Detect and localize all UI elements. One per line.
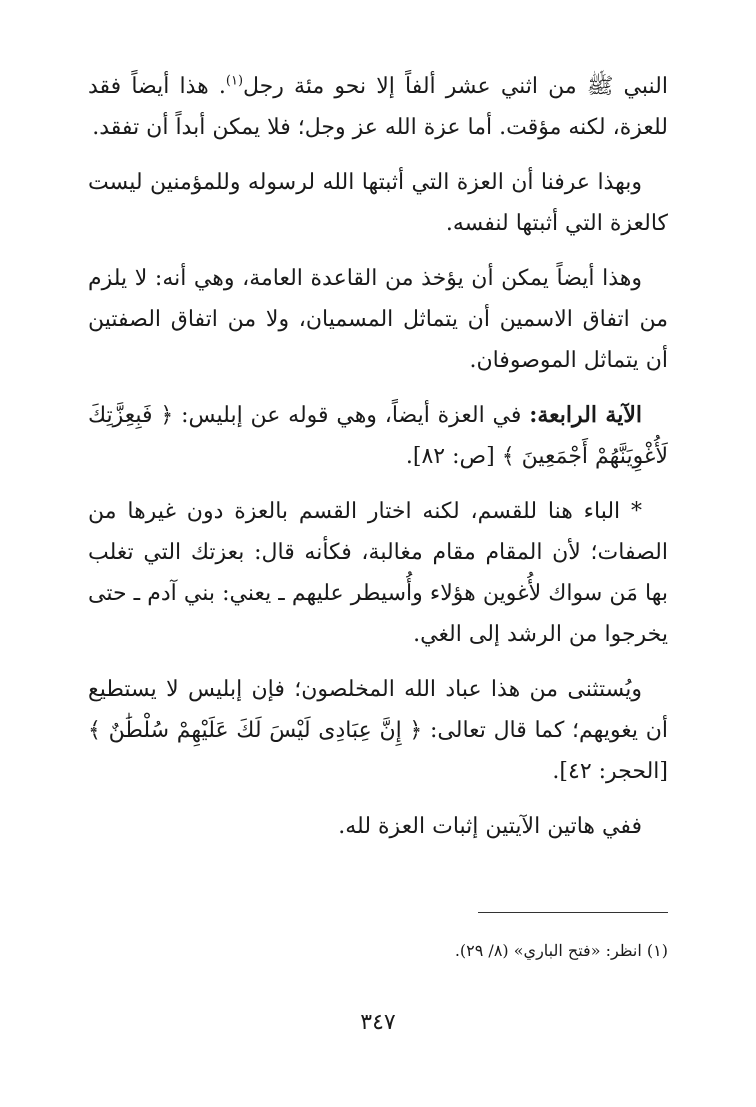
paragraph-5: * الباء هنا للقسم، لكنه اختار القسم بالعزة دون غيرها من الصفات؛ لأن المقام مقام مغالبة، فكأنه قال: بعزتك التي تغلب بها مَن سواك لأُغوين هؤلاء وأُسيطر عليهم ـ يعني: بني آدم ـ حتى يخرجوا من الرشد إلى الغي. <box>88 499 668 647</box>
paragraph-6 <box>88 669 668 792</box>
footnote <box>88 938 668 964</box>
paragraph-6-text: ويُستثنى من هذا عباد الله المخلصون؛ فإن إبليس لا يستطيع أن يغويهم؛ كما قال تعالى: <box>88 677 668 743</box>
paragraph-1 <box>88 66 668 148</box>
paragraph-7: ففي هاتين الآيتين إثبات العزة لله. <box>338 814 642 839</box>
paragraph-4-text: في العزة أيضاً، وهي قوله عن إبليس: <box>173 403 530 428</box>
page-number: ٣٤٧ <box>360 1010 396 1035</box>
footnote-marker[interactable]: (١) <box>225 73 244 89</box>
paragraph-1-text-a: النبي ﷺ من اثني عشر ألفاً إلا نحو مئة رجل <box>243 74 668 99</box>
verse-heading: الآية الرابعة: <box>529 402 642 428</box>
footnote-divider <box>478 912 668 913</box>
paragraph-3: وهذا أيضاً يمكن أن يؤخذ من القاعدة العامة، وهي أنه: لا يلزم من اتفاق الاسمين أن يتماثل المسميان، ولا من اتفاق الصفتين أن يتماثل الموصوفان. <box>88 266 668 373</box>
footnote-number: (١) <box>646 941 668 960</box>
paragraph-1-text-b: . هذا أيضاً فقد للعزة، لكنه مؤقت. أما عزة الله عز وجل؛ فلا يمكن أبداً أن تفقد. <box>88 74 668 140</box>
verse-reference: [الحجر: ٤٢]. <box>552 759 668 784</box>
main-text <box>88 66 668 861</box>
paragraph-2: وبهذا عرفنا أن العزة التي أثبتها الله لرسوله وللمؤمنين ليست كالعزة التي أثبتها لنفسه. <box>88 170 668 236</box>
quran-verse: ﴿ فَبِعِزَّتِكَ لَأُغْوِيَنَّهُمْ أَجْمَعِينَ ﴾ <box>88 403 668 469</box>
quran-verse: ﴿ إِنَّ عِبَادِى لَيْسَ لَكَ عَلَيْهِمْ سُلْطَٰنٌ ﴾ <box>88 718 423 743</box>
footnote-text: انظر: «فتح الباري» (٨/ ٢٩). <box>454 941 647 960</box>
paragraph-4 <box>88 395 668 477</box>
verse-reference: [ص: ٨٢]. <box>405 444 502 469</box>
